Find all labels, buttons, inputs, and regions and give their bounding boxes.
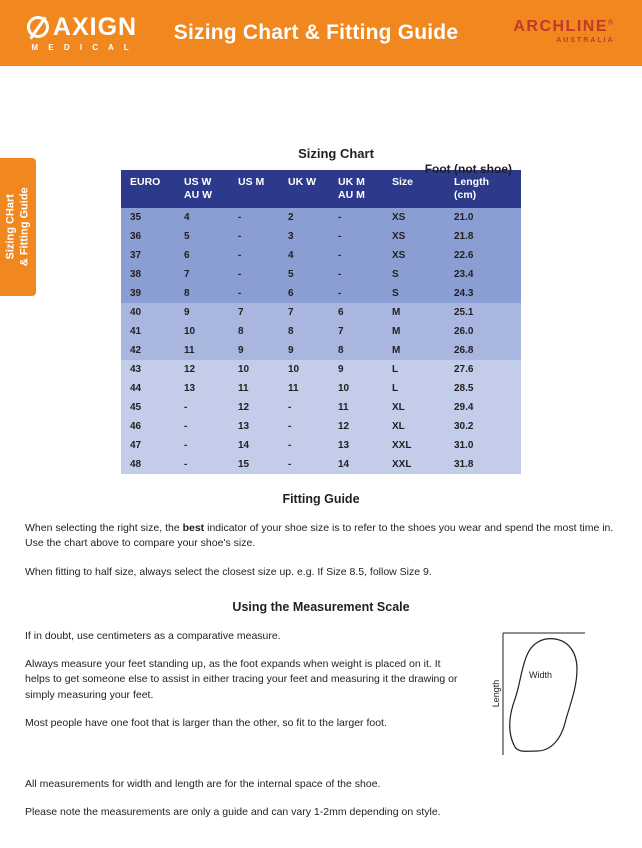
table-row [121, 265, 521, 284]
table-cell: 14 [229, 436, 279, 455]
table-cell: - [279, 398, 329, 417]
table-cell: 13 [329, 436, 383, 455]
table-cell: - [329, 265, 383, 284]
table-cell: 7 [279, 303, 329, 322]
table-cell: - [175, 398, 229, 417]
table-cell: - [229, 208, 279, 227]
table-cell: XXL [383, 455, 445, 474]
fitting-p1-after: indicator of your shoe size is to refer to the shoes you wear and spend the most time in. Use the chart above to compare your shoe's size. [25, 522, 614, 550]
table-cell: 13 [175, 379, 229, 398]
fitting-p1-before: When selecting the right size, the [25, 522, 183, 535]
measurement-scale-body [0, 629, 642, 821]
table-cell: 6 [329, 303, 383, 322]
table-cell: - [279, 455, 329, 474]
table-cell: XS [383, 227, 445, 246]
table-row [121, 398, 521, 417]
table-cell: 27.6 [445, 360, 521, 379]
table-cell: 8 [229, 322, 279, 341]
axign-logo [0, 12, 150, 52]
table-cell: 42 [121, 341, 175, 360]
measurement-paragraph-1: If in doubt, use centimeters as a comparative measure. [25, 629, 281, 642]
table-body [121, 208, 521, 474]
table-cell: XL [383, 398, 445, 417]
sizing-chart-section [0, 146, 642, 474]
table-cell: 38 [121, 265, 175, 284]
table-header-cell: UK M AU M [329, 170, 383, 208]
table-cell: 9 [279, 341, 329, 360]
table-cell: 7 [175, 265, 229, 284]
measurement-paragraph-3: Most people have one foot that is larger than the other, so fit to the larger foot. [25, 716, 387, 729]
table-cell: S [383, 265, 445, 284]
table-header-cell: EURO [121, 170, 175, 208]
table-cell: 31.0 [445, 436, 521, 455]
table-row [121, 322, 521, 341]
table-cell: - [329, 208, 383, 227]
table-cell: 7 [229, 303, 279, 322]
fitting-p1-bold: best [182, 522, 205, 535]
table-cell: 10 [229, 360, 279, 379]
table-cell: 47 [121, 436, 175, 455]
table-cell: 35 [121, 208, 175, 227]
table-cell: 4 [279, 246, 329, 265]
table-row [121, 360, 521, 379]
axign-wordmark: AXIGN [52, 12, 138, 41]
table-cell: 5 [175, 227, 229, 246]
axign-subtitle: M E D I C A L [31, 42, 133, 52]
table-cell: 12 [229, 398, 279, 417]
table-cell: XS [383, 208, 445, 227]
table-header-cell: Size [383, 170, 445, 208]
table-cell: - [279, 436, 329, 455]
axign-mark-icon [27, 16, 49, 38]
sizing-table [121, 170, 521, 474]
table-cell: 26.8 [445, 341, 521, 360]
table-cell: 3 [279, 227, 329, 246]
table-cell: XL [383, 417, 445, 436]
table-cell: 11 [229, 379, 279, 398]
table-cell: 21.0 [445, 208, 521, 227]
table-cell: 48 [121, 455, 175, 474]
table-cell: 9 [329, 360, 383, 379]
fitting-guide-title: Fitting Guide [282, 492, 360, 507]
table-cell: 8 [279, 322, 329, 341]
foot-measurement-diagram [477, 629, 597, 761]
table-header-cell: US M [229, 170, 279, 208]
table-cell: 9 [175, 303, 229, 322]
table-cell: 6 [175, 246, 229, 265]
table-cell: 36 [121, 227, 175, 246]
table-cell: 6 [279, 284, 329, 303]
table-cell: L [383, 379, 445, 398]
diagram-width-label: Width [529, 669, 553, 680]
table-cell: 23.4 [445, 265, 521, 284]
table-cell: 30.2 [445, 417, 521, 436]
table-cell: 11 [279, 379, 329, 398]
table-cell: S [383, 284, 445, 303]
table-row [121, 417, 521, 436]
table-cell: - [175, 455, 229, 474]
table-row [121, 379, 521, 398]
table-cell: M [383, 341, 445, 360]
table-cell: XXL [383, 436, 445, 455]
table-row [121, 227, 521, 246]
fitting-paragraph-2: When fitting to half size, always select the closest size up. e.g. If Size 8.5, follow Size 9. [25, 565, 432, 578]
table-cell: 2 [279, 208, 329, 227]
diagram-length-label: Length [491, 679, 502, 708]
table-cell: - [175, 417, 229, 436]
table-cell: 31.8 [445, 455, 521, 474]
page-title: Sizing Chart & Fitting Guide [173, 21, 459, 44]
table-cell: 11 [175, 341, 229, 360]
table-cell: 4 [175, 208, 229, 227]
side-tab-line2: & Fitting Guide [18, 187, 31, 267]
table-cell: 22.6 [445, 246, 521, 265]
table-row [121, 246, 521, 265]
table-cell: 29.4 [445, 398, 521, 417]
measurement-paragraph-5: Please note the measurements are only a guide and can vary 1-2mm depending on style. [25, 806, 441, 819]
table-cell: 40 [121, 303, 175, 322]
table-cell: - [329, 227, 383, 246]
table-cell: 44 [121, 379, 175, 398]
table-cell: 5 [279, 265, 329, 284]
table-header-cell: UK W [279, 170, 329, 208]
table-cell: 25.1 [445, 303, 521, 322]
table-cell: 10 [279, 360, 329, 379]
sizing-chart-title: Sizing Chart [298, 146, 374, 161]
archline-subtitle: AUSTRALIA [556, 37, 615, 44]
table-cell: 14 [329, 455, 383, 474]
table-row [121, 341, 521, 360]
table-cell: L [383, 360, 445, 379]
table-cell: 26.0 [445, 322, 521, 341]
table-cell: 10 [329, 379, 383, 398]
table-cell: 13 [229, 417, 279, 436]
table-cell: 9 [229, 341, 279, 360]
table-row [121, 284, 521, 303]
measurement-paragraph-4: All measurements for width and length are for the internal space of the shoe. [25, 778, 381, 790]
table-cell: 37 [121, 246, 175, 265]
table-header-cell: US W AU W [175, 170, 229, 208]
table-cell: - [175, 436, 229, 455]
table-cell: 41 [121, 322, 175, 341]
measurement-scale-title: Using the Measurement Scale [232, 599, 410, 614]
table-cell: 24.3 [445, 284, 521, 303]
table-row [121, 208, 521, 227]
table-cell: - [229, 227, 279, 246]
table-cell: - [229, 265, 279, 284]
table-row [121, 455, 521, 474]
table-cell: 12 [329, 417, 383, 436]
table-cell: 43 [121, 360, 175, 379]
side-tab-line1: Sizing CHart [4, 194, 17, 260]
table-cell: 39 [121, 284, 175, 303]
table-cell: - [229, 284, 279, 303]
measurement-paragraph-2: Always measure your feet standing up, as the foot expands when weight is placed on it. It helps to get someone else to assist in either tracing your feet and measuring it the drawing or simply measuring your feet. [25, 658, 458, 701]
archline-wordmark: ARCHLINE [513, 18, 608, 35]
table-cell: 12 [175, 360, 229, 379]
table-cell: 45 [121, 398, 175, 417]
table-cell: - [329, 284, 383, 303]
table-cell: 28.5 [445, 379, 521, 398]
table-cell: - [329, 246, 383, 265]
registered-mark-icon: ® [608, 19, 615, 27]
fitting-paragraph-1 [25, 521, 617, 551]
table-cell: 11 [329, 398, 383, 417]
table-cell: 10 [175, 322, 229, 341]
table-cell: - [279, 417, 329, 436]
table-cell: 21.8 [445, 227, 521, 246]
table-cell: 46 [121, 417, 175, 436]
table-header-cell: Length (cm) [445, 170, 521, 208]
table-row [121, 436, 521, 455]
table-cell: 7 [329, 322, 383, 341]
table-cell: M [383, 303, 445, 322]
table-cell: M [383, 322, 445, 341]
table-cell: 8 [175, 284, 229, 303]
foot-not-shoe-label: Foot (not shoe) [424, 162, 512, 176]
table-cell: XS [383, 246, 445, 265]
page-header [0, 0, 642, 66]
table-cell: 15 [229, 455, 279, 474]
table-row [121, 303, 521, 322]
fitting-guide-body [0, 521, 642, 580]
table-cell: - [229, 246, 279, 265]
archline-logo [502, 19, 642, 47]
table-cell: 8 [329, 341, 383, 360]
